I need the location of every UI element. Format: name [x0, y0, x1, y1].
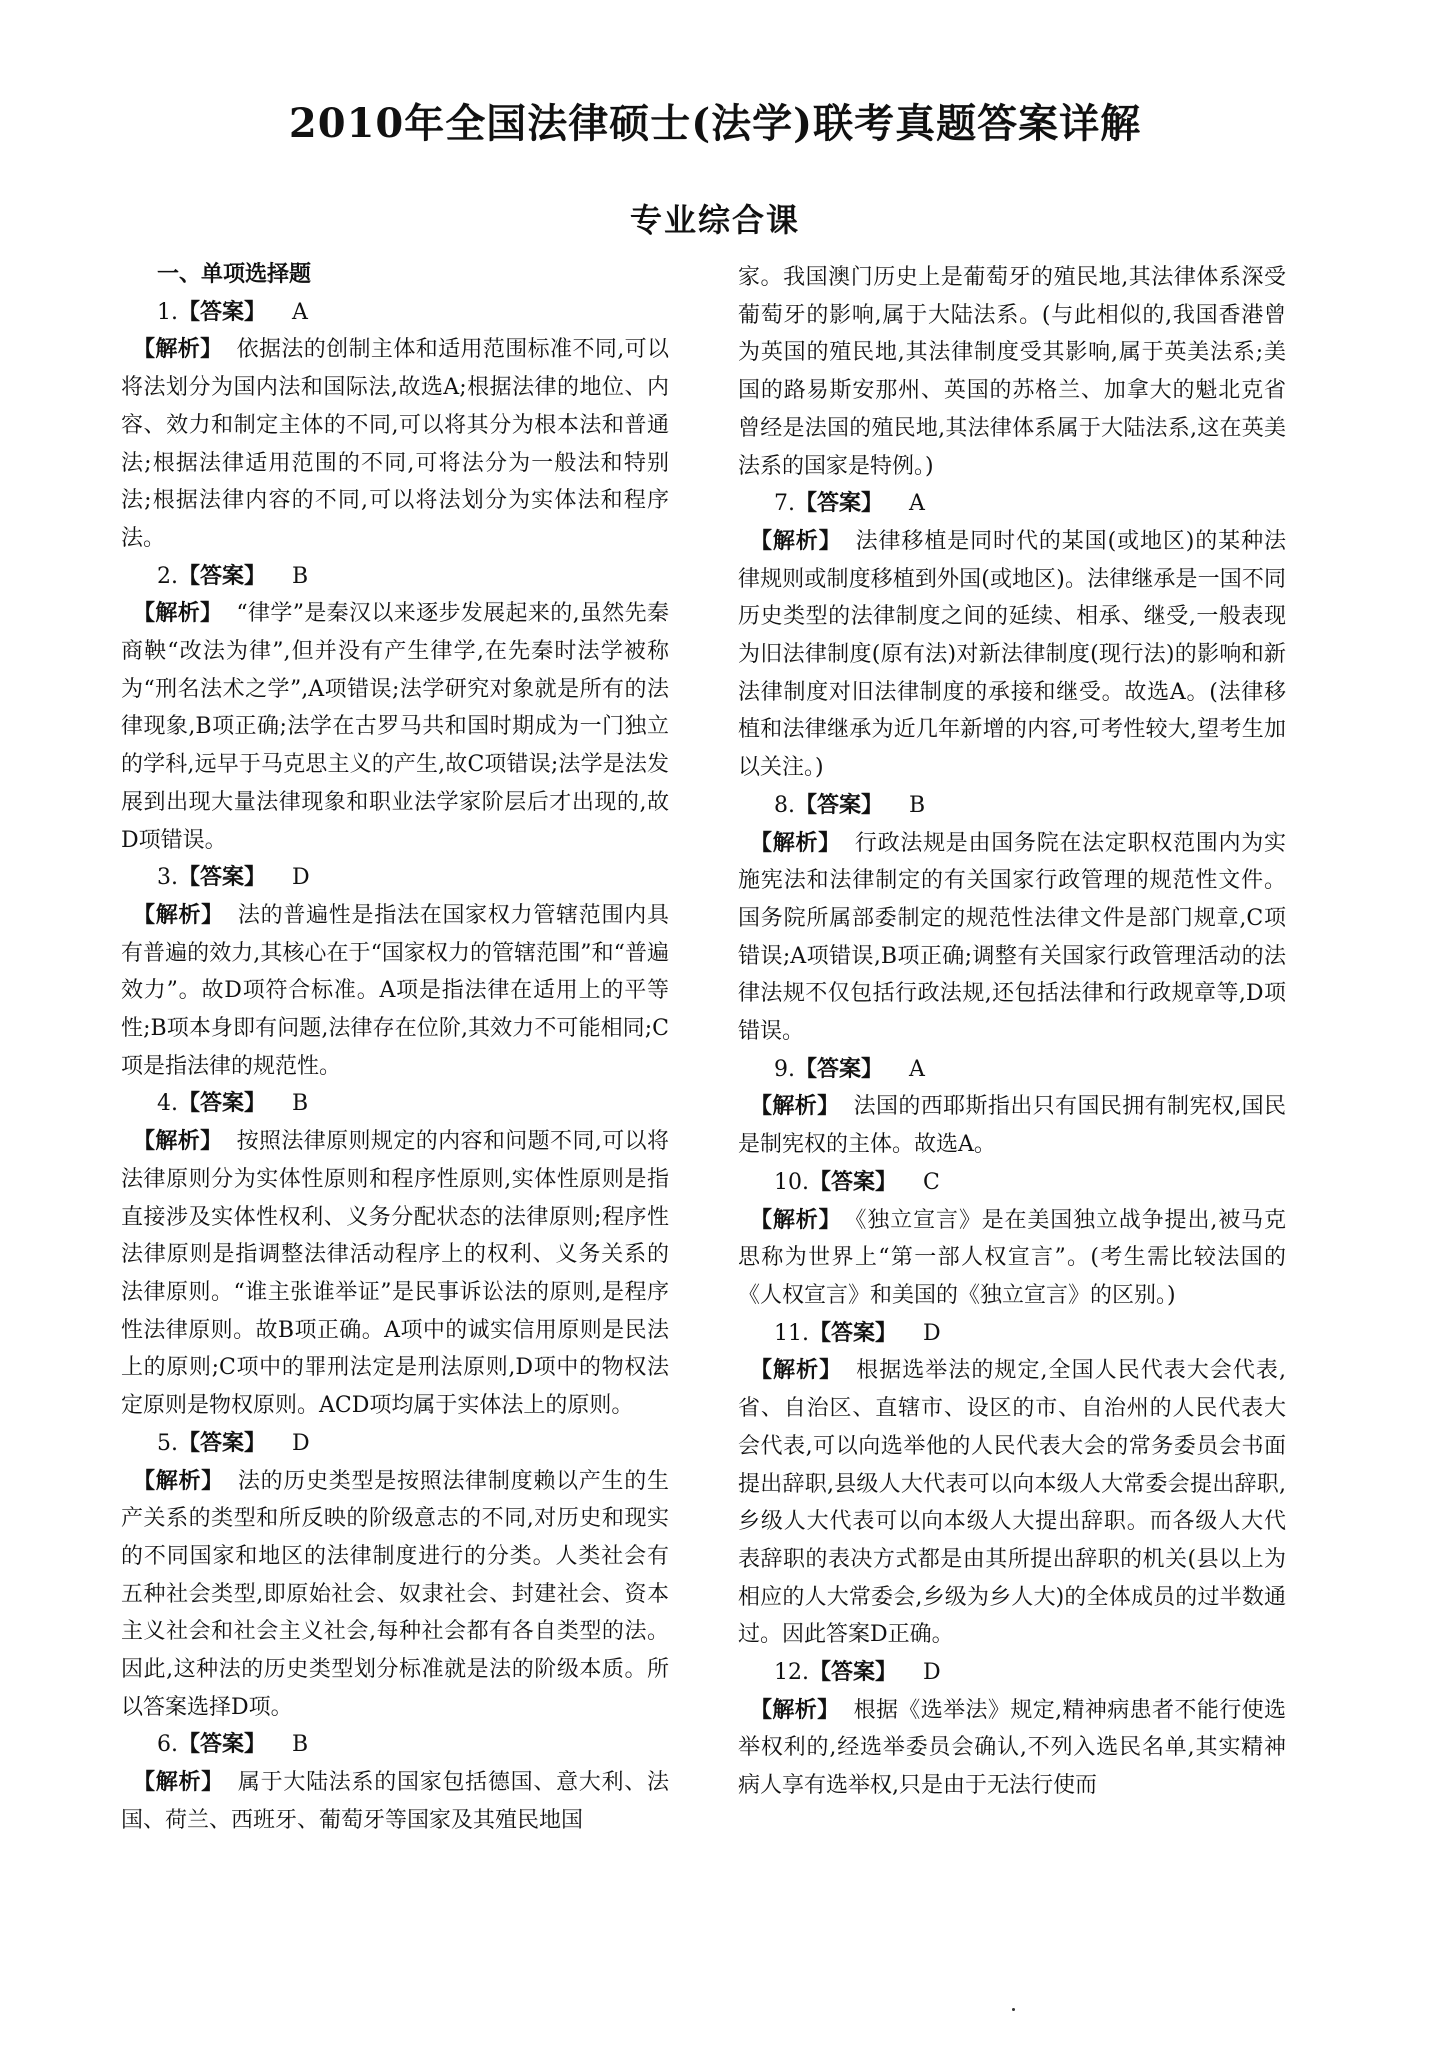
- analysis-label: 【解析】: [750, 527, 842, 554]
- answer-line: [121, 1085, 669, 1123]
- answer-value: D: [923, 1660, 941, 1686]
- analysis-paragraph: [121, 595, 669, 859]
- answer-label: 【答案】: [795, 490, 884, 517]
- answer-line: [738, 485, 1286, 523]
- answer-line: [121, 1726, 669, 1764]
- answer-line: [121, 558, 669, 596]
- answer-line: [738, 1654, 1286, 1692]
- analysis-text: 行政法规是由国务院在法定职权范围内为实施宪法和法律制定的有关国家行政管理的规范性文件。国务院所属部委制定的规范性法律文件是部门规章,C项错误;A项错误,B项正确;调整有关国家行政管理活动的法律法规不仅包括行政法规,还包括法律和行政规章等,D项错误。: [738, 830, 1286, 1045]
- analysis-paragraph: [121, 1463, 669, 1727]
- analysis-label: 【解析】: [750, 1206, 842, 1233]
- analysis-label: 【解析】: [133, 1467, 224, 1494]
- answer-label: 【答案】: [178, 1429, 267, 1456]
- page-title: 2010年全国法律硕士(法学)联考真题答案详解: [288, 100, 1142, 147]
- analysis-text: 法的普遍性是指法在国家权力管辖范围内具有普遍的效力,其核心在于“国家权力的管辖范围”和“普遍效力”。故D项符合标准。A项是指法律在适用上的平等性;B项本身即有问题,法律存在位阶,其效力不可能相同;C项是指法律的规范性。: [121, 902, 669, 1079]
- question-number: 11.: [774, 1320, 809, 1346]
- answer-value: A: [909, 491, 925, 517]
- answer-label: 【答案】: [178, 1731, 267, 1758]
- analysis-paragraph: [738, 1088, 1286, 1163]
- answer-label: 【答案】: [178, 864, 267, 891]
- question-number: 6.: [157, 1732, 178, 1758]
- analysis-label: 【解析】: [750, 829, 841, 856]
- answer-line: [738, 1315, 1286, 1353]
- continuation-paragraph: 家。我国澳门历史上是葡萄牙的殖民地,其法律体系深受葡萄牙的影响,属于大陆法系。(与此相似的,我国香港曾为英国的殖民地,其法律制度受其影响,属于英美法系;美国的路易斯安那州、英国的苏格兰、加拿大的魁北克省曾经是法国的殖民地,其法律体系属于大陆法系,这在英美法系的国家是特例。): [738, 265, 1286, 479]
- analysis-paragraph: [121, 1123, 669, 1425]
- question-number: 8.: [774, 792, 795, 818]
- analysis-paragraph: [121, 897, 669, 1086]
- analysis-label: 【解析】: [133, 1128, 223, 1155]
- analysis-label: 【解析】: [750, 1093, 840, 1120]
- analysis-paragraph: [738, 825, 1286, 1051]
- answer-line: [121, 859, 669, 897]
- question-number: 4.: [157, 1091, 178, 1117]
- answer-label: 【答案】: [809, 1168, 898, 1195]
- question-number: 10.: [774, 1169, 809, 1195]
- analysis-text: 法国的西耶斯指出只有国民拥有制宪权,国民是制宪权的主体。故选A。: [738, 1094, 1286, 1158]
- analysis-label: 【解析】: [750, 1696, 840, 1723]
- answer-line: [738, 1164, 1286, 1202]
- analysis-paragraph: [738, 1202, 1286, 1315]
- right-item-list: [738, 485, 1286, 1805]
- question-number: 7.: [774, 491, 795, 517]
- analysis-paragraph: [738, 1692, 1286, 1805]
- question-number: 1.: [157, 299, 178, 325]
- answer-label: 【答案】: [178, 562, 267, 589]
- analysis-text: 法的历史类型是按照法律制度赖以产生的生产关系的类型和所反映的阶级意志的不同,对历史和现实的不同国家和地区的法律制度进行的分类。人类社会有五种社会类型,即原始社会、奴隶社会、封建社会、资本主义社会和社会主义社会,每种社会都有各自类型的法。因此,这种法的历史类型划分标准就是法的阶级本质。所以答案选择D项。: [121, 1468, 669, 1720]
- analysis-text: 根据《选举法》规定,精神病患者不能行使选举权利的,经选举委员会确认,不列入选民名单,其实精神病人享有选举权,只是由于无法行使而: [738, 1697, 1286, 1799]
- answer-line: [738, 787, 1286, 825]
- analysis-label: 【解析】: [133, 600, 223, 627]
- answer-line: [121, 294, 669, 332]
- question-number: 5.: [157, 1430, 178, 1456]
- analysis-text: 按照法律原则规定的内容和问题不同,可以将法律原则分为实体性原则和程序性原则,实体性原则是指直接涉及实体性权利、义务分配状态的法律原则;程序性法律原则是指调整法律活动程序上的权利、义务关系的法律原则。“谁主张谁举证”是民事诉讼法的原则,是程序性法律原则。故B项正确。A项中的诚实信用原则是民法上的原则;C项中的罪刑法定是刑法原则,D项中的物权法定原则是物权原则。ACD项均属于实体法上的原则。: [121, 1129, 669, 1419]
- answer-value: D: [292, 1430, 310, 1456]
- analysis-paragraph: [738, 523, 1286, 787]
- answer-label: 【答案】: [795, 791, 884, 818]
- answer-line: [738, 1051, 1286, 1089]
- analysis-text: “律学”是秦汉以来逐步发展起来的,虽然先秦商鞅“改法为律”,但并没有产生律学,在先秦时法学被称为“刑名法术之学”,A项错误;法学研究对象就是所有的法律现象,B项正确;法学在古罗马共和国时期成为一门独立的学科,远早于马克思主义的产生,故C项错误;法学是法发展到出现大量法律现象和职业法学家阶层后才出现的,故D项错误。: [121, 601, 669, 853]
- answer-value: B: [292, 1732, 309, 1758]
- answer-value: B: [909, 792, 926, 818]
- answer-label: 【答案】: [795, 1055, 884, 1082]
- analysis-label: 【解析】: [750, 1357, 843, 1384]
- right-column: [738, 259, 1286, 1805]
- question-number: 2.: [157, 563, 178, 589]
- answer-value: D: [292, 865, 310, 891]
- question-number: 3.: [157, 865, 178, 891]
- left-column: [121, 256, 669, 1840]
- answer-label: 【答案】: [178, 1090, 267, 1117]
- answer-value: D: [923, 1320, 941, 1346]
- question-number: 9.: [774, 1056, 795, 1082]
- analysis-paragraph: [738, 1352, 1286, 1654]
- answer-value: B: [292, 1091, 309, 1117]
- page-subtitle: 专业综合课: [629, 201, 800, 239]
- analysis-text: 依据法的创制主体和适用范围标准不同,可以将法划分为国内法和国际法,故选A;根据法律的地位、内容、效力和制定主体的不同,可以将其分为根本法和普通法;根据法律适用范围的不同,可将法分为一般法和特别法;根据法律内容的不同,可以将法划分为实体法和程序法。: [121, 337, 669, 551]
- answer-value: A: [292, 299, 308, 325]
- analysis-paragraph: [121, 331, 669, 557]
- analysis-text: 法律移植是同时代的某国(或地区)的某种法律规则或制度移植到外国(或地区)。法律继承是一国不同历史类型的法律制度之间的延续、相承、继受,一般表现为旧法律制度(原有法)对新法律制度(现行法)的影响和新法律制度对旧法律制度的承接和继受。故选A。(法律移植和法律继承为近几年新增的内容,可考性较大,望考生加以关注。): [738, 528, 1286, 781]
- answer-line: [121, 1425, 669, 1463]
- analysis-label: 【解析】: [133, 336, 223, 363]
- analysis-text: 《独立宣言》是在美国独立战争提出,被马克思称为世界上“第一部人权宣言”。(考生需比较法国的《人权宣言》和美国的《独立宣言》的区别。): [738, 1207, 1286, 1308]
- question-number: 12.: [774, 1660, 809, 1686]
- answer-value: B: [292, 563, 309, 589]
- left-item-list: [121, 294, 669, 1840]
- answer-value: A: [909, 1056, 925, 1082]
- answer-label: 【答案】: [809, 1659, 898, 1686]
- analysis-text: 属于大陆法系的国家包括德国、意大利、法国、荷兰、西班牙、葡萄牙等国家及其殖民地国: [121, 1770, 669, 1833]
- page-dot: [1012, 2008, 1015, 2011]
- analysis-text: 根据选举法的规定,全国人民代表大会代表,省、自治区、直辖市、设区的市、自治州的人民代表大会代表,可以向选举他的人民代表大会的常务委员会书面提出辞职,县级人大代表可以向本级人大常委会提出辞职,乡级人大代表可以向本级人大提出辞职。而各级人大代表辞职的表决方式都是由其所提出辞职的机关(县以上为相应的人大常委会,乡级为乡人大)的全体成员的过半数通过。因此答案D正确。: [738, 1358, 1286, 1648]
- answer-value: C: [923, 1169, 940, 1195]
- analysis-label: 【解析】: [133, 901, 224, 928]
- answer-label: 【答案】: [809, 1319, 898, 1346]
- answer-label: 【答案】: [178, 298, 267, 325]
- analysis-paragraph: [121, 1764, 669, 1839]
- section-heading: 一、单项选择题: [157, 261, 312, 287]
- analysis-label: 【解析】: [133, 1769, 224, 1796]
